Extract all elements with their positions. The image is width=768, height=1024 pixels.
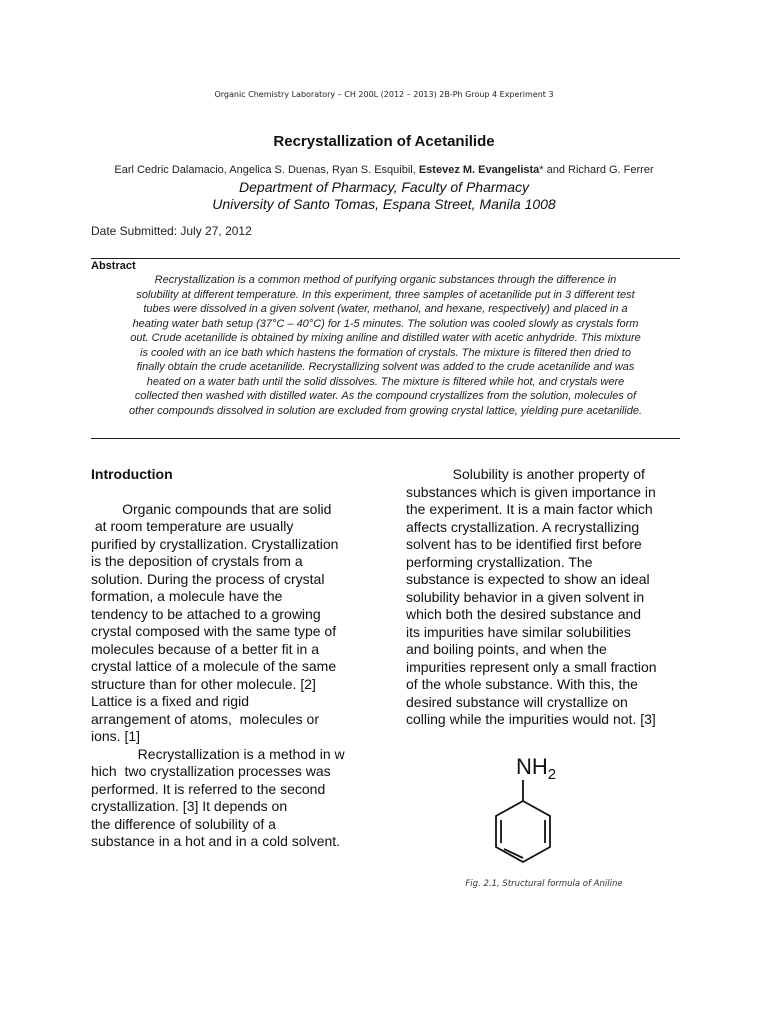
introduction-line: ions. [1] xyxy=(91,728,141,744)
affiliation-line-2: University of Santo Tomas, Espana Street, Manila 1008 xyxy=(212,196,556,212)
introduction-line: purified by crystallization. Crystallization xyxy=(91,535,339,552)
abstract-line: tubes were dissolved in a given solvent (water, methanol, and hexane, respectively) and placed in a xyxy=(143,303,628,315)
solubility-line: substances which is given importance in xyxy=(406,483,656,500)
abstract-line: is cooled with an ice bath which hastens the formation of crystals. The mixture is filtered then dried to xyxy=(140,346,631,359)
abstract-heading: Abstract xyxy=(91,260,136,272)
abstract-line: other compounds dissolved in solution are excluded from growing crystal lattice, yielding pure acetanilide. xyxy=(129,404,642,417)
running-header: Organic Chemistry Laboratory – CH 200L (2012 – 2013) 2B-Ph Group 4 Experiment 3 xyxy=(214,90,554,99)
introduction-line: crystallization. [3] It depends on xyxy=(91,798,288,814)
date-submitted: Date Submitted: July 27, 2012 xyxy=(91,224,252,238)
aniline-structure-diagram xyxy=(480,750,580,870)
authors-part-2: * and Richard G. Ferrer xyxy=(539,164,654,176)
solubility-line: affects crystallization. A recrystallizing xyxy=(406,518,640,535)
abstract-line: finally obtain the crude acetanilide. Recrystallizing solvent was added to the crude acetanilide and was xyxy=(136,361,635,373)
right-column xyxy=(406,466,682,729)
abstract-line: heated on a water bath until the solid dissolves. The mixture is filtered while hot, and crystals were xyxy=(146,375,625,388)
abstract-line: collected then washed with distilled water. As the compound crystallizes from the solution, molecules of xyxy=(134,390,637,402)
solubility-line: solubility behavior in a given solvent in xyxy=(406,588,645,605)
figure-caption: Fig. 2.1, Structural formula of Aniline xyxy=(465,879,623,889)
solubility-line: of the whole substance. With this, the xyxy=(406,676,638,692)
introduction-line: crystal composed with the same type of xyxy=(91,623,337,639)
introduction-line: Recrystallization is a method in w xyxy=(91,745,345,762)
solubility-line: and boiling points, and when the xyxy=(406,641,607,657)
solubility-line: solvent has to be identified first before xyxy=(406,536,642,552)
solubility-line: colling while the impurities would not. [3] xyxy=(406,711,656,727)
introduction-heading: Introduction xyxy=(91,466,173,482)
abstract-top-rule xyxy=(91,258,680,259)
introduction-line: at room temperature are usually xyxy=(91,518,294,534)
introduction-line: structure than for other molecule. [2] xyxy=(91,675,316,692)
abstract-body xyxy=(93,273,678,418)
introduction-line: arrangement of atoms, molecules or xyxy=(91,710,319,727)
solubility-line: which both the desired substance and xyxy=(406,606,642,622)
introduction-line: the difference of solubility of a xyxy=(91,815,276,832)
introduction-line: formation, a molecule have the xyxy=(91,588,283,604)
solubility-line: impurities represent only a small fraction xyxy=(406,658,657,675)
amine-group-label: $NH_2$ xyxy=(516,754,557,783)
solubility-line: substance is expected to show an ideal xyxy=(406,571,650,587)
authors-part-1: Earl Cedric Dalamacio, Angelica S. Duenas, Ryan S. Esquibil, xyxy=(114,164,419,176)
introduction-line: Lattice is a fixed and rigid xyxy=(91,693,249,709)
abstract-line: out. Crude acetanilide is obtained by mixing aniline and distilled water with acetic anhydride. This mixture xyxy=(130,332,641,344)
abstract-line: heating water bath setup (37°C – 40°C) for 1-5 minutes. The solution was cooled slowly as crystals form xyxy=(132,317,639,330)
introduction-line: crystal lattice of a molecule of the same xyxy=(91,658,337,674)
solubility-line: performing crystallization. The xyxy=(406,553,593,570)
solubility-line: desired substance will crystallize on xyxy=(406,693,628,710)
solubility-line: Solubility is another property of xyxy=(406,466,645,482)
solubility-line: its impurities have similar solubilities xyxy=(406,623,631,640)
benzene-ring xyxy=(496,801,550,862)
introduction-line: hich two crystallization processes was xyxy=(91,763,331,779)
author-list xyxy=(0,164,768,176)
introduction-line: performed. It is referred to the second xyxy=(91,780,326,797)
solubility-line: the experiment. It is a main factor which xyxy=(406,501,653,517)
affiliation-line-1: Department of Pharmacy, Faculty of Pharmacy xyxy=(239,179,529,195)
introduction-line: substance in a hot and in a cold solvent. xyxy=(91,833,341,849)
abstract-line: Recrystallization is a common method of purifying organic substances through the difference in xyxy=(154,274,617,286)
abstract-line: solubility at different temperature. In this experiment, three samples of acetanilide put in 3 different test xyxy=(136,288,635,301)
abstract-bottom-rule xyxy=(91,438,680,439)
introduction-line: is the deposition of crystals from a xyxy=(91,553,303,569)
left-column xyxy=(91,466,363,851)
aniline-structure-figure xyxy=(480,750,580,870)
introduction-line: solution. During the process of crystal xyxy=(91,570,325,587)
paper-title: Recrystallization of Acetanilide xyxy=(273,133,495,150)
solubility-paragraph xyxy=(406,466,682,729)
introduction-line: molecules because of a better fit in a xyxy=(91,640,320,657)
introduction-line: tendency to be attached to a growing xyxy=(91,605,321,622)
corresponding-author: Estevez M. Evangelista xyxy=(418,164,540,176)
introduction-line: Organic compounds that are solid xyxy=(91,500,332,517)
introduction-body xyxy=(91,501,363,851)
